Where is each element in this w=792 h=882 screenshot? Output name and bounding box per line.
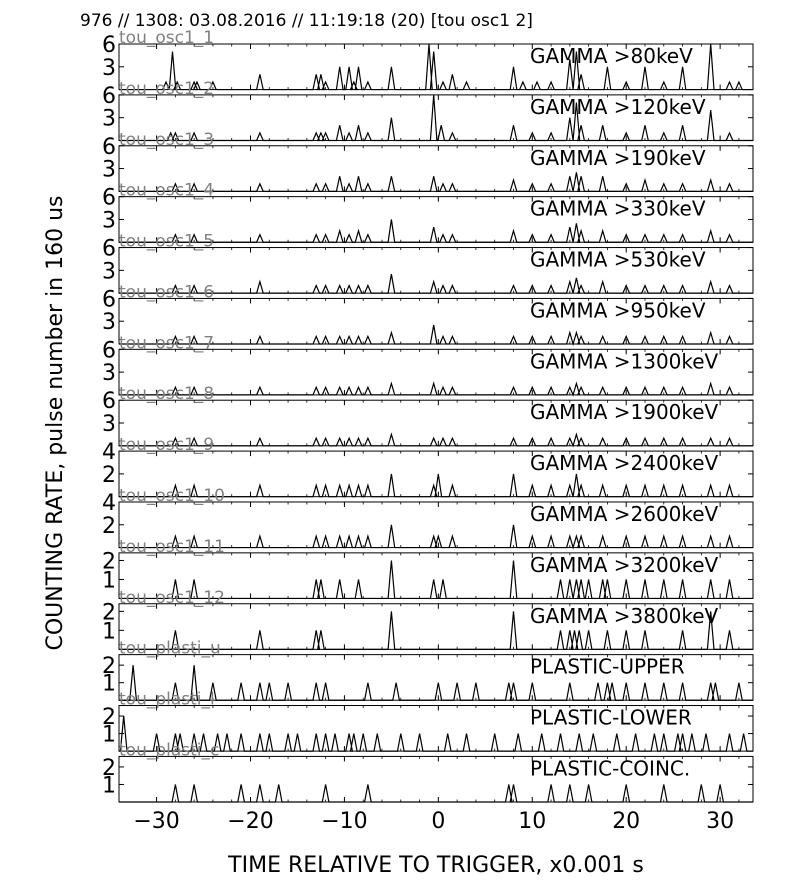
y-tick-label: 6 [102, 83, 116, 109]
panel-15 [102, 740, 753, 802]
y-tick-label: 3 [102, 310, 116, 336]
y-tick-label: 6 [102, 33, 116, 58]
panel-tag: tou_osc1_11 [119, 536, 225, 557]
panel-title: GAMMA >2600keV [530, 501, 719, 526]
panel-title: PLASTIC-UPPER [530, 654, 685, 679]
panel-title: GAMMA >190keV [530, 145, 706, 170]
y-tick-label: 6 [102, 338, 116, 364]
panel-title: PLASTIC-COINC. [530, 756, 691, 781]
panel-title: GAMMA >2400keV [530, 451, 719, 476]
panel-title: GAMMA >530keV [530, 247, 706, 272]
panel-title: PLASTIC-LOWER [530, 705, 692, 730]
y-tick-label: 1 [102, 671, 116, 697]
y-tick-label: 6 [102, 389, 116, 415]
y-tick-label: 3 [102, 208, 116, 234]
panel-tag: tou_osc1_3 [119, 129, 215, 150]
y-tick-label: 2 [102, 549, 116, 575]
panel-tag: tou_osc1_1 [119, 28, 215, 48]
y-tick-label: 6 [102, 134, 116, 160]
y-tick-label: 3 [102, 157, 116, 183]
y-tick-label: 4 [102, 440, 116, 466]
y-tick-label: 1 [102, 722, 116, 748]
x-tick-label: 20 [612, 809, 641, 834]
panel-title: GAMMA >950keV [530, 298, 706, 323]
y-tick-label: 3 [102, 55, 116, 81]
x-tick-label: 30 [706, 809, 735, 834]
x-tick-label: 0 [431, 809, 446, 834]
y-tick-label: 2 [102, 513, 116, 539]
x-tick-label: 10 [518, 809, 547, 834]
y-tick-label: 3 [102, 106, 116, 132]
y-tick-label: 2 [102, 462, 116, 488]
y-tick-label: 1 [102, 568, 116, 594]
y-tick-label: 3 [102, 412, 116, 437]
x-tick-label: −20 [227, 809, 274, 834]
panel-title: GAMMA >80keV [530, 44, 693, 68]
figure-header: 976 // 1308: 03.08.2016 // 11:19:18 (20) [tou osc1 2] [80, 11, 533, 31]
y-tick-label: 6 [102, 236, 116, 262]
panel-tag: tou_plasti_u [119, 638, 221, 659]
panel-tag: tou_osc1_4 [119, 180, 215, 201]
panel-tag: tou_osc1_7 [119, 333, 215, 354]
y-tick-label: 6 [102, 287, 116, 313]
y-tick-label: 3 [102, 259, 116, 285]
panel-tag: tou_plasti_l [119, 689, 215, 710]
panel-title: GAMMA >120keV [530, 94, 706, 119]
panel-tag: tou_osc1_9 [119, 435, 215, 456]
x-tick-label: −10 [321, 809, 368, 834]
y-tick-label: 4 [102, 490, 116, 516]
series-line [119, 434, 753, 445]
series-line [119, 274, 753, 293]
series-line [119, 220, 753, 243]
panel-title: GAMMA >330keV [530, 196, 706, 221]
panel-title: GAMMA >1300keV [530, 349, 719, 374]
y-tick-label: 2 [102, 654, 116, 680]
panel-tag: tou_osc1_8 [119, 384, 215, 405]
x-axis [133, 809, 734, 834]
y-tick-label: 2 [102, 600, 116, 626]
series-line [119, 384, 753, 395]
panel-tag: tou_osc1_2 [119, 78, 215, 99]
panel-tag: tou_osc1_12 [119, 587, 225, 608]
panel-title: GAMMA >1900keV [530, 400, 719, 425]
series-line [119, 172, 753, 191]
panel-title: GAMMA >3200keV [530, 552, 719, 577]
y-tick-label: 6 [102, 185, 116, 211]
panel-tag: tou_plasti_c [119, 740, 220, 761]
x-axis-label: TIME RELATIVE TO TRIGGER, x0.001 s [228, 853, 644, 878]
y-tick-label: 2 [102, 755, 116, 781]
series-line [119, 325, 753, 344]
panels-group [102, 28, 753, 802]
y-tick-label: 3 [102, 361, 116, 387]
y-axis-label: COUNTING RATE, pulse number in 160 us [43, 195, 68, 651]
x-tick-label: −30 [133, 809, 180, 834]
y-tick-label: 1 [102, 773, 116, 799]
panel-title: GAMMA >3800keV [530, 603, 719, 628]
y-tick-label: 1 [102, 619, 116, 645]
series-line [119, 785, 753, 803]
panel-tag: tou_osc1_6 [119, 282, 215, 303]
panel-tag: tou_osc1_5 [119, 231, 215, 252]
y-tick-label: 2 [102, 705, 116, 731]
panel-tag: tou_osc1_10 [119, 485, 225, 506]
